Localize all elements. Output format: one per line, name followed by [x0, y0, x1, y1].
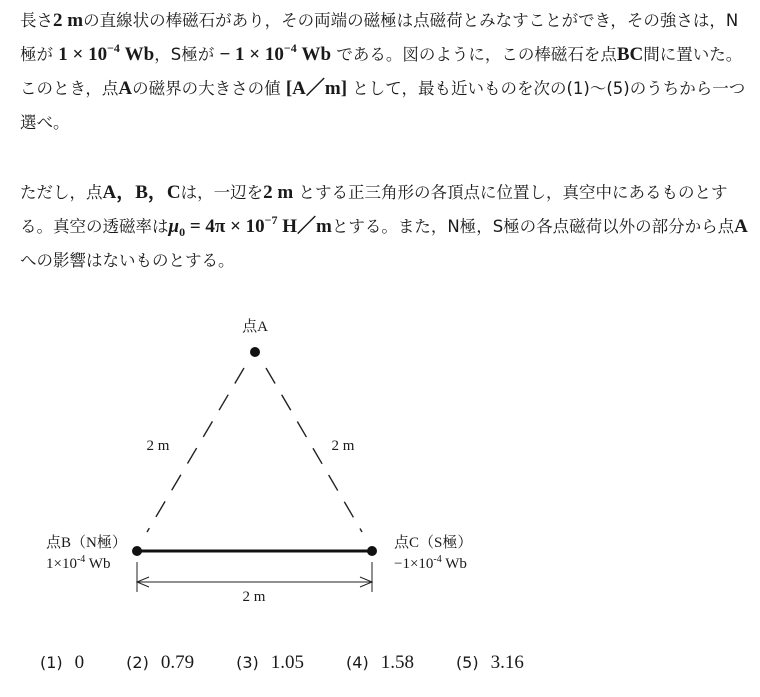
text: ， [476, 217, 493, 236]
math [118, 78, 132, 99]
choice-value: 1.05 [270, 652, 305, 673]
math: Wb [441, 556, 467, 572]
vertex-b-label: 点B（N極） [46, 535, 127, 551]
math: − 1 × 10 [219, 44, 284, 65]
text: ， [154, 45, 171, 64]
choice-value: 3.16 [490, 652, 524, 673]
text: の直線状の棒磁石があり，その両端の磁極は点磁荷とみなすことができ，その強さは， [83, 11, 726, 30]
math: μ [168, 216, 180, 237]
math: -4 [76, 554, 86, 565]
choice-number: (5) [455, 653, 479, 672]
choice-4[interactable] [326, 652, 414, 674]
pole-label: N極 [20, 11, 739, 64]
math: = 4π × 10 [185, 216, 265, 237]
math: −7 [264, 213, 278, 227]
math: 1 × 10 [58, 44, 108, 65]
triangle-diagram [0, 300, 760, 620]
math [617, 44, 643, 65]
vertex-c-charge [394, 554, 467, 572]
text: の磁界の大きさの値 [132, 79, 281, 98]
math [263, 182, 293, 203]
choice-number: (1) [40, 653, 63, 672]
choice-number: (2) [126, 653, 149, 672]
choice-number: (4) [346, 653, 369, 672]
side-ac-length: 2 m [331, 438, 355, 454]
math: −1×10 [394, 556, 434, 572]
vertex-a-dot [250, 347, 260, 357]
text: として，最も近いものを次の(1)〜(5)のうちから一つ選べ。 [20, 79, 746, 132]
math: BC [616, 44, 644, 65]
math: A [734, 216, 748, 237]
pole-label: N極 [447, 217, 477, 236]
math [286, 78, 347, 99]
text: とする正三角形の各頂点に位置し，真空中にあるものとする。真空の透磁率は [20, 183, 728, 236]
choice-2[interactable] [106, 652, 194, 674]
text: が [36, 45, 53, 64]
math: A，B，C [102, 182, 181, 203]
math: Wb [85, 556, 111, 572]
choice-3[interactable] [216, 652, 304, 674]
answer-choices [20, 652, 546, 686]
math: A [118, 78, 133, 99]
math [53, 10, 83, 31]
math: Wb [301, 44, 332, 65]
text: ただし，点 [20, 183, 103, 202]
math: Wb [124, 44, 155, 65]
math: −4 [107, 41, 120, 55]
choice-value: 1.58 [380, 652, 414, 673]
question-paragraph-1 [20, 4, 750, 140]
math: 2 m [263, 182, 294, 203]
math: H／m [277, 216, 332, 237]
text: は，一辺を [180, 183, 264, 202]
vertex-b-dot [132, 546, 142, 556]
choice-1[interactable] [20, 652, 84, 674]
math [168, 213, 332, 239]
text: とする。また， [331, 217, 448, 236]
pole-label: S極 [170, 45, 198, 64]
math: 1×10 [46, 556, 77, 572]
choice-value: 0 [74, 652, 85, 673]
text: 長さ [20, 11, 53, 30]
text: である。図のように，この棒磁石を点 [336, 45, 617, 64]
math: 0 [179, 225, 186, 239]
math [103, 182, 181, 203]
math [219, 41, 332, 65]
text: 間に置いた。このとき，点 [20, 45, 743, 98]
math: 2 m [53, 10, 84, 31]
choice-value: 0.79 [160, 652, 195, 673]
math: -4 [433, 554, 442, 565]
math [58, 41, 155, 65]
question-paragraph-2 [20, 176, 750, 278]
text: が [197, 45, 215, 64]
vertex-c-dot [367, 546, 377, 556]
side-ab-length: 2 m [146, 438, 170, 454]
pole-label: S極 [492, 217, 520, 236]
choice-5[interactable] [436, 652, 524, 674]
vertex-a-label: 点A [242, 319, 268, 335]
text: への影響はないものとする。 [20, 251, 235, 270]
choice-number: (3) [236, 653, 259, 672]
math [734, 216, 748, 237]
vertex-c-label: 点C（S極） [394, 535, 473, 551]
math: [A／m] [285, 78, 348, 99]
vertex-b-charge [46, 554, 110, 572]
side-bc-length: 2 m [242, 589, 266, 605]
text: の各点磁荷以外の部分から点 [519, 217, 735, 236]
math: −4 [283, 41, 297, 55]
